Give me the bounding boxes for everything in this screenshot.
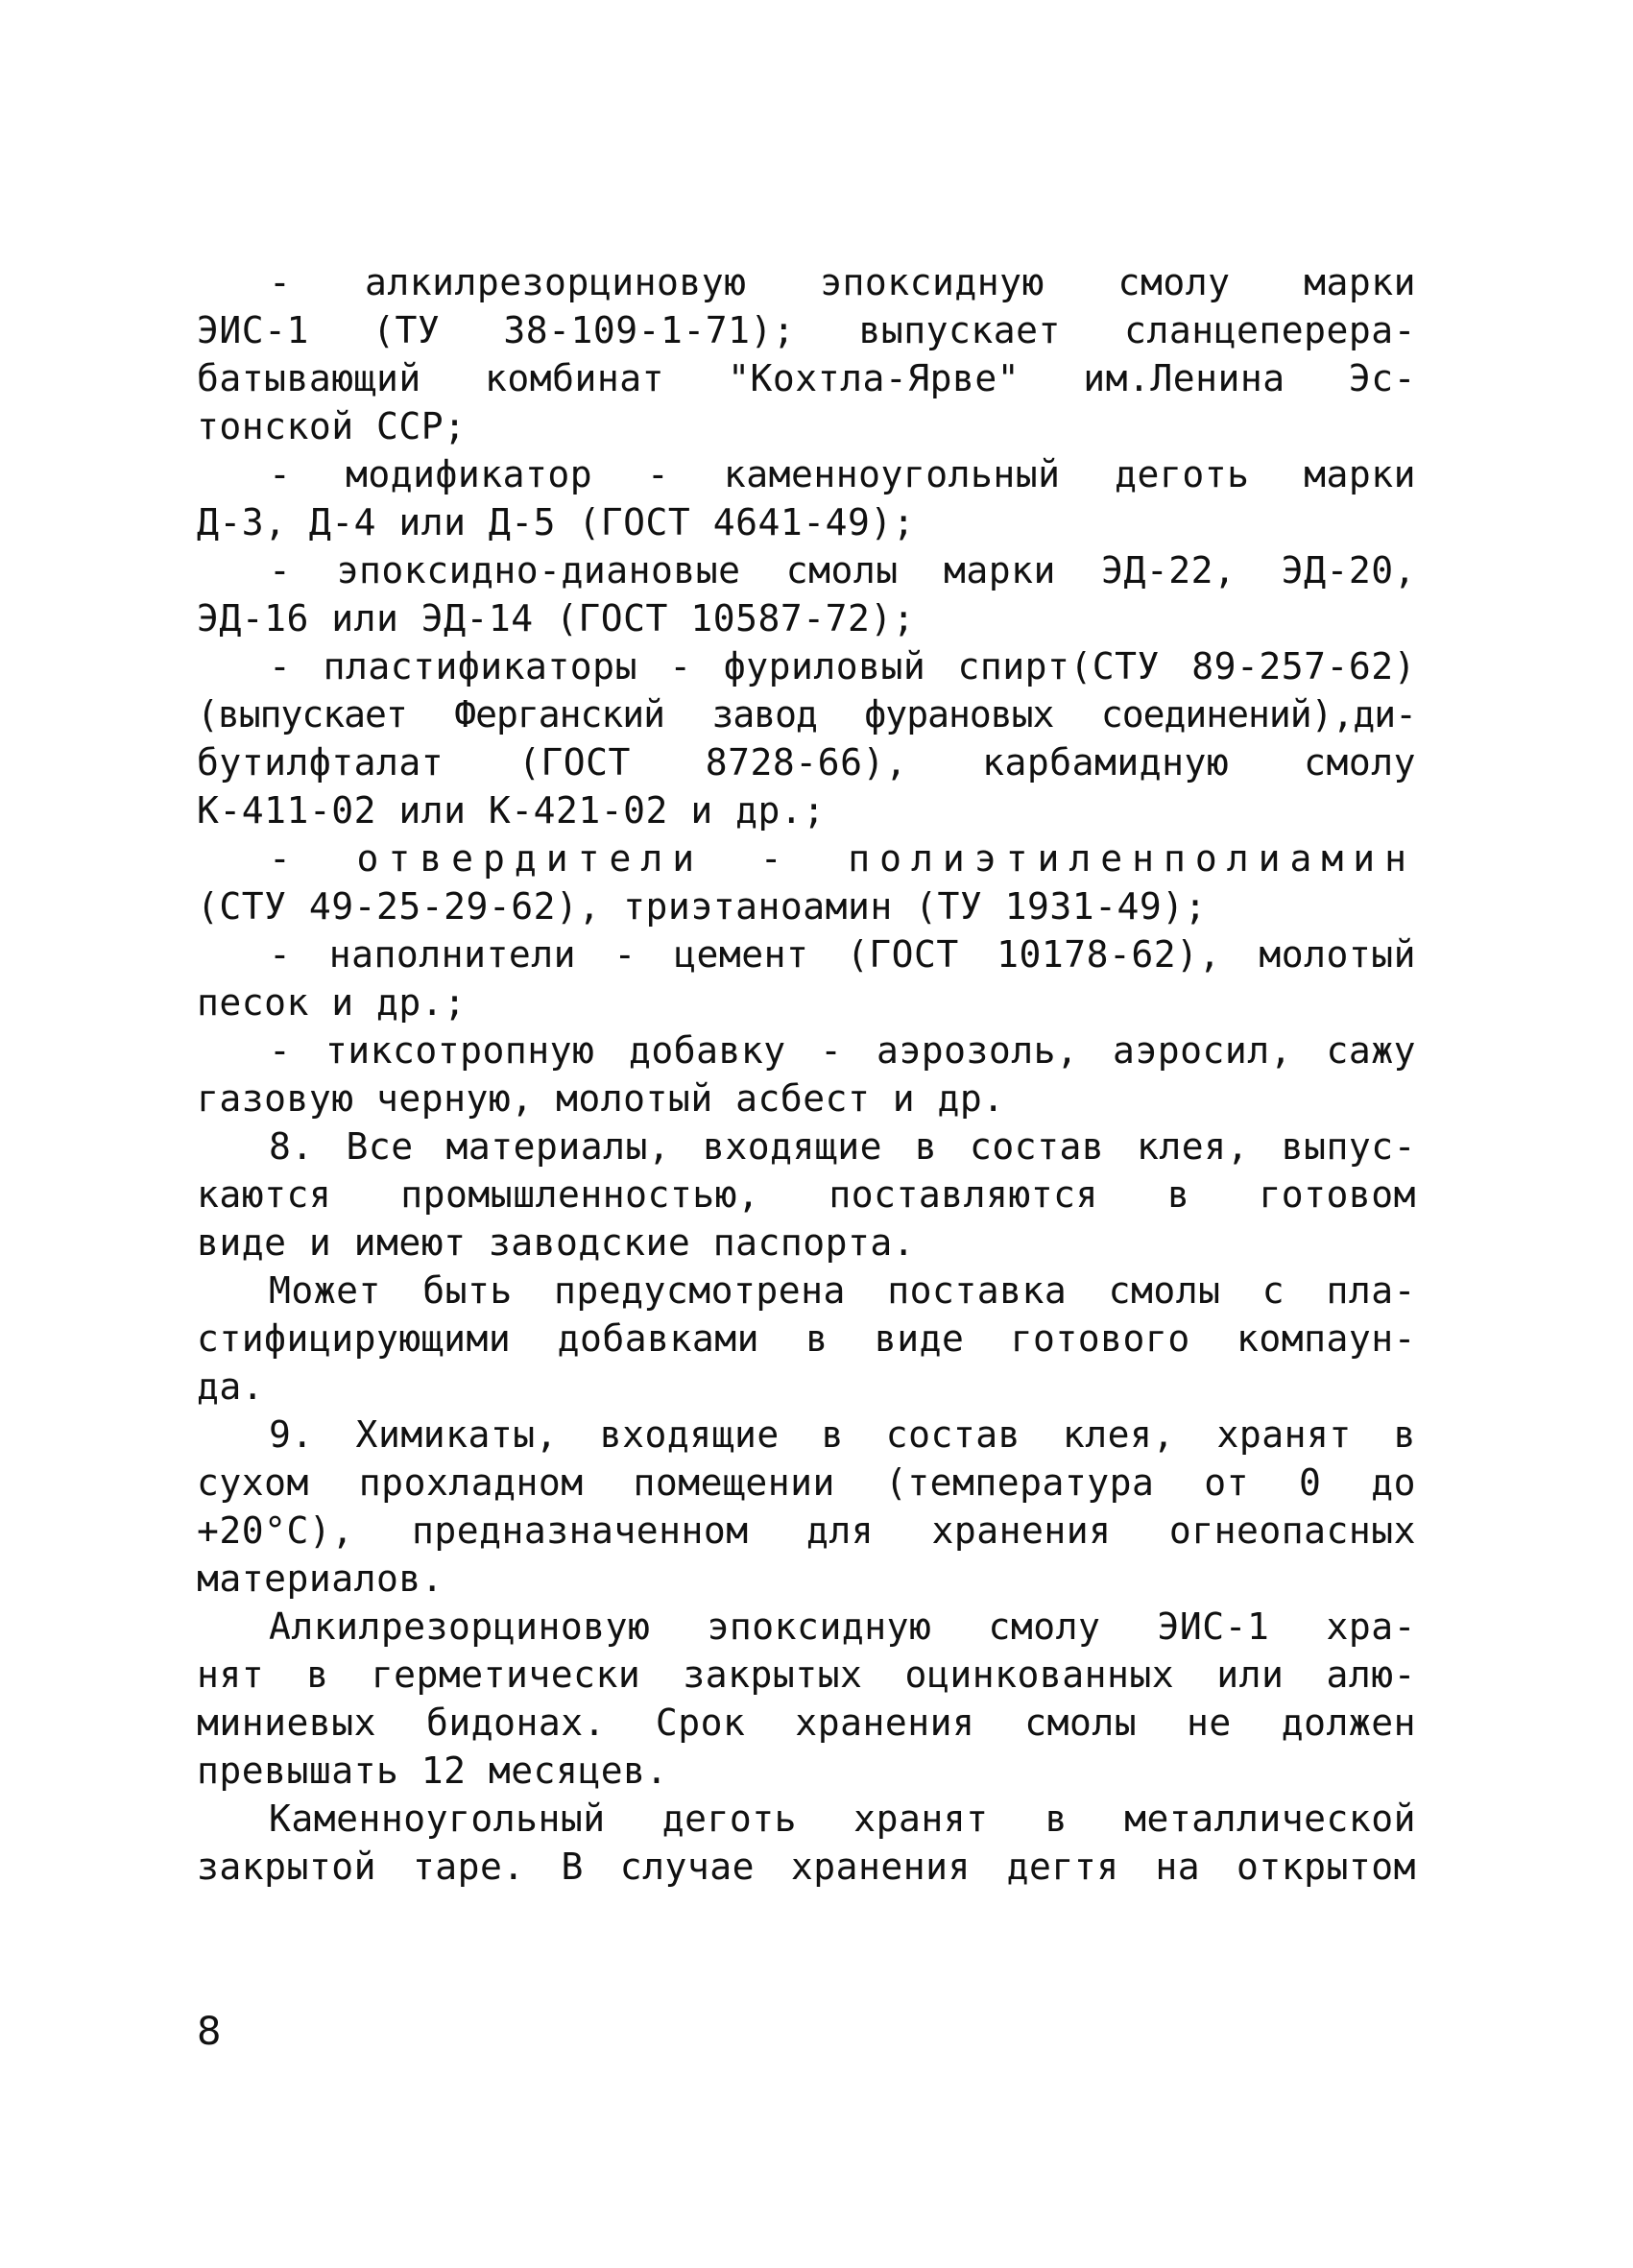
text-line: превышать 12 месяцев. [197,1749,668,1792]
text-line: - эпоксидно-диановые смолы марки ЭД-22, ЭД-20, [269,549,1416,591]
text-line: - тиксотропную добавку - аэрозоль, аэросил, сажу [269,1029,1416,1072]
text-line: Алкилрезорциновую эпоксидную смолу ЭИС-1 хра- [269,1605,1416,1648]
text-line: закрытой таре. В случае хранения дегтя на открытом [197,1846,1416,1888]
text-line: Д-3, Д-4 или Д-5 (ГОСТ 4641-49); [197,501,916,543]
text-line: бутилфталат (ГОСТ 8728-66), карбамидную смолу [197,741,1416,784]
text-line: сухом прохладном помещении (температура от 0 до [197,1461,1416,1504]
text-line: каются промышленностью, поставляются в готовом [197,1173,1416,1216]
text-line: +20°С), предназначенном для хранения огнеопасных [197,1509,1416,1552]
text-line: да. [197,1365,265,1408]
text-line: - наполнители - цемент (ГОСТ 10178-62), молотый [269,933,1416,976]
text-line: - алкилрезорциновую эпоксидную смолу марки [269,261,1416,303]
text-line: ЭД-16 или ЭД-14 (ГОСТ 10587-72); [197,597,916,639]
text-line: 8. Все материалы, входящие в состав клея, выпус- [269,1125,1416,1168]
text-line: тонской ССР; [197,405,467,447]
text-line: материалов. [197,1557,444,1600]
text-line: (СТУ 49-25-29-62), триэтаноамин (ТУ 1931-49); [197,885,1208,928]
text-line: виде и имеют заводские паспорта. [197,1221,916,1264]
text-line: - пластификаторы - фуриловый спирт(СТУ 89-257-62) [269,645,1416,688]
text-line: Может быть предусмотрена поставка смолы с пла- [269,1269,1416,1312]
page-number: 8 [197,2010,222,2054]
text-line: газовую черную, молотый асбест и др. [197,1077,1005,1120]
text-line: 9. Химикаты, входящие в состав клея, хранят в [269,1413,1416,1456]
text-line: миниевых бидонах. Срок хранения смолы не должен [197,1701,1416,1744]
text-line: стифицирующими добавками в виде готового компаун- [197,1317,1416,1360]
text-line: ЭИС-1 (ТУ 38-109-1-71); выпускает сланцеперера- [197,309,1416,351]
text-line: - отвердители - полиэтиленполиамин [269,837,1416,880]
text-line: батывающий комбинат "Кохтла-Ярве" им.Ленина Эс- [197,357,1416,399]
text-line: (выпускает Ферганский завод фурановых соединений),ди- [197,693,1416,736]
text-line: - модификатор - каменноугольный деготь марки [269,453,1416,495]
text-line: Каменноугольный деготь хранят в металлической [269,1798,1416,1840]
text-line: К-411-02 или К-421-02 и др.; [197,789,826,832]
text-line: нят в герметически закрытых оцинкованных или алю- [197,1653,1416,1696]
text-line: песок и др.; [197,981,467,1024]
